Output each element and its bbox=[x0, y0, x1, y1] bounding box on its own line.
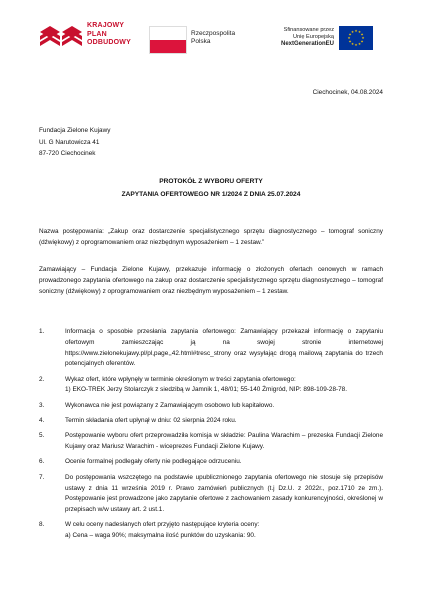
eu-logo bbox=[262, 26, 372, 54]
kpo-emblem-icon bbox=[38, 22, 84, 52]
list-item bbox=[39, 457, 383, 468]
procedure-name-paragraph: Nazwa postępowania: „Zakup oraz dostarczenie specjalistycznego sprzętu diagnostycznego – tomograf soniczny (dźwiękowy) z oprogramowaniem oraz niezbędnym wyposażeniem – 1 zestaw.” bbox=[39, 228, 383, 246]
item-text: Postępowanie wyboru ofert przeprowadziła komisja w składzie: Paulina Warachim – prezeska Fundacji Zielone Kujawy oraz Mariusz Warachim - wiceprezes Fundacji Zielone Kujawy. bbox=[65, 432, 383, 451]
svg-text:★: ★ bbox=[357, 30, 362, 34]
list-item bbox=[39, 327, 383, 370]
item-number: 1. bbox=[39, 328, 45, 335]
svg-text:★: ★ bbox=[360, 39, 364, 44]
list-item bbox=[39, 375, 383, 397]
kpo-logo bbox=[38, 22, 138, 52]
list-item bbox=[39, 431, 383, 453]
document-title: PROTOKÓŁ Z WYBORU OFERTY bbox=[159, 178, 263, 185]
rp-line2: Polska bbox=[191, 38, 211, 45]
kpo-logo-text bbox=[87, 22, 143, 48]
eu-flag-icon bbox=[339, 26, 373, 50]
item-number: 4. bbox=[39, 417, 45, 425]
rp-logo bbox=[149, 26, 259, 54]
svg-text:★: ★ bbox=[357, 42, 362, 46]
svg-text:★: ★ bbox=[350, 42, 355, 46]
recipient-address bbox=[39, 125, 110, 160]
item-number: 3. bbox=[39, 401, 45, 409]
polish-flag-icon bbox=[149, 26, 187, 54]
svg-text:★: ★ bbox=[361, 36, 365, 40]
kpo-line1: KRAJOWY bbox=[87, 22, 125, 29]
eu-line1: Sfinansowane przez bbox=[283, 27, 334, 33]
svg-text:★: ★ bbox=[360, 32, 364, 37]
item-subtext: 1) EKO-TREK Jerzy Stolarczyk z siedzibą w Jamnik 1, 48/01; 55-140 Żmigród, NIP: 898-109-28-78. bbox=[65, 386, 348, 394]
eu-logo-text bbox=[262, 27, 334, 48]
svg-text:★: ★ bbox=[354, 29, 358, 33]
document-subtitle: ZAPYTANIA OFERTOWEGO NR 1/2024 Z DNIA 25.07.2024 bbox=[121, 191, 301, 198]
svg-text:★: ★ bbox=[348, 39, 352, 44]
item-text: Termin składania ofert upłynął w dniu: 02 sierpnia 2024 roku. bbox=[65, 417, 237, 425]
svg-text:★: ★ bbox=[347, 36, 351, 40]
item-number: 5. bbox=[39, 432, 45, 440]
svg-text:★: ★ bbox=[354, 43, 358, 47]
item-text: Wykonawca nie jest powiązany z Zamawiającym osobowo lub kapitałowo. bbox=[65, 401, 275, 409]
svg-text:★: ★ bbox=[348, 32, 352, 37]
item-number: 7. bbox=[39, 473, 45, 481]
address-line-city: 87-720 Ciechocinek bbox=[39, 150, 96, 157]
item-number: 8. bbox=[39, 521, 45, 529]
item-text: Ocenie formalnej podlegały oferty nie podlegające odrzuceniu. bbox=[65, 458, 242, 466]
list-item bbox=[39, 473, 383, 516]
item-text: W celu oceny nadesłanych ofert przyjęto następujące kryteria oceny: bbox=[65, 521, 260, 529]
address-line-street: Ul. G Narutowicza 41 bbox=[39, 138, 100, 146]
item-number: 2. bbox=[39, 375, 45, 383]
item-number: 6. bbox=[39, 458, 45, 466]
item-text: Informacja o sposobie przesłania zapytania ofertowego: Zamawiający przekazał informację o zapytaniu ofertowym zamieszczając ją na swojej stronie internetowej https://www.zielonekujawy.pl/pl,page,,42.html#tresc_strony oraz wysyłając drogą mailową zapytania do trzech potencjalnych oferentów. bbox=[65, 328, 383, 368]
eu-line3: NextGenerationEU bbox=[280, 41, 334, 47]
intro-paragraph: Zamawiający – Fundacja Zielone Kujawy, przekazuje informację o złożonych ofertach cenowych w ramach prowadzonego zapytania ofertowego na zakup oraz dostarczenie specjalistycznego sprzętu diagnostycznego – tomograf soniczny (dźwiękowy) z oprogramowaniem oraz niezbędnym wyposażeniem – 1 zestaw. bbox=[39, 266, 383, 295]
list-item bbox=[39, 520, 383, 542]
kpo-line2: PLAN bbox=[87, 30, 107, 38]
protocol-items-list bbox=[39, 327, 383, 547]
list-item bbox=[39, 401, 383, 412]
kpo-line3: ODBUDOWY bbox=[87, 39, 131, 46]
item-text: Do postępowania wszczętego na podstawie upublicznionego zapytania ofertowego nie stosuje się przepisów ustawy z dnia 11 września 2019 r. Prawo zamówień publicznych (t.j Dz.U. z 2022r., poz.1710 ze zm.). Postępowanie jest prowadzone jako zapytanie ofertowe z zachowaniem zasady konkurencyjności, określonej w przepisach w/w ustawy art. 2 ust.1. bbox=[65, 473, 383, 514]
address-line-organization: Fundacja Zielone Kujawy bbox=[39, 127, 111, 134]
item-text: Wykaz ofert, które wpłynęły w terminie określonym w treści zapytania ofertowego: bbox=[65, 375, 296, 383]
list-item bbox=[39, 416, 383, 427]
document-date: Ciechocinek, 04.08.2024 bbox=[312, 89, 383, 96]
svg-text:★: ★ bbox=[350, 30, 355, 34]
item-subtext: a) Cena – waga 90%; maksymalna ilość punktów do uzyskania: 90. bbox=[65, 532, 256, 540]
rp-logo-text bbox=[191, 30, 235, 46]
eu-line2: Unię Europejską bbox=[292, 34, 334, 40]
rp-line1: Rzeczpospolita bbox=[191, 30, 236, 37]
